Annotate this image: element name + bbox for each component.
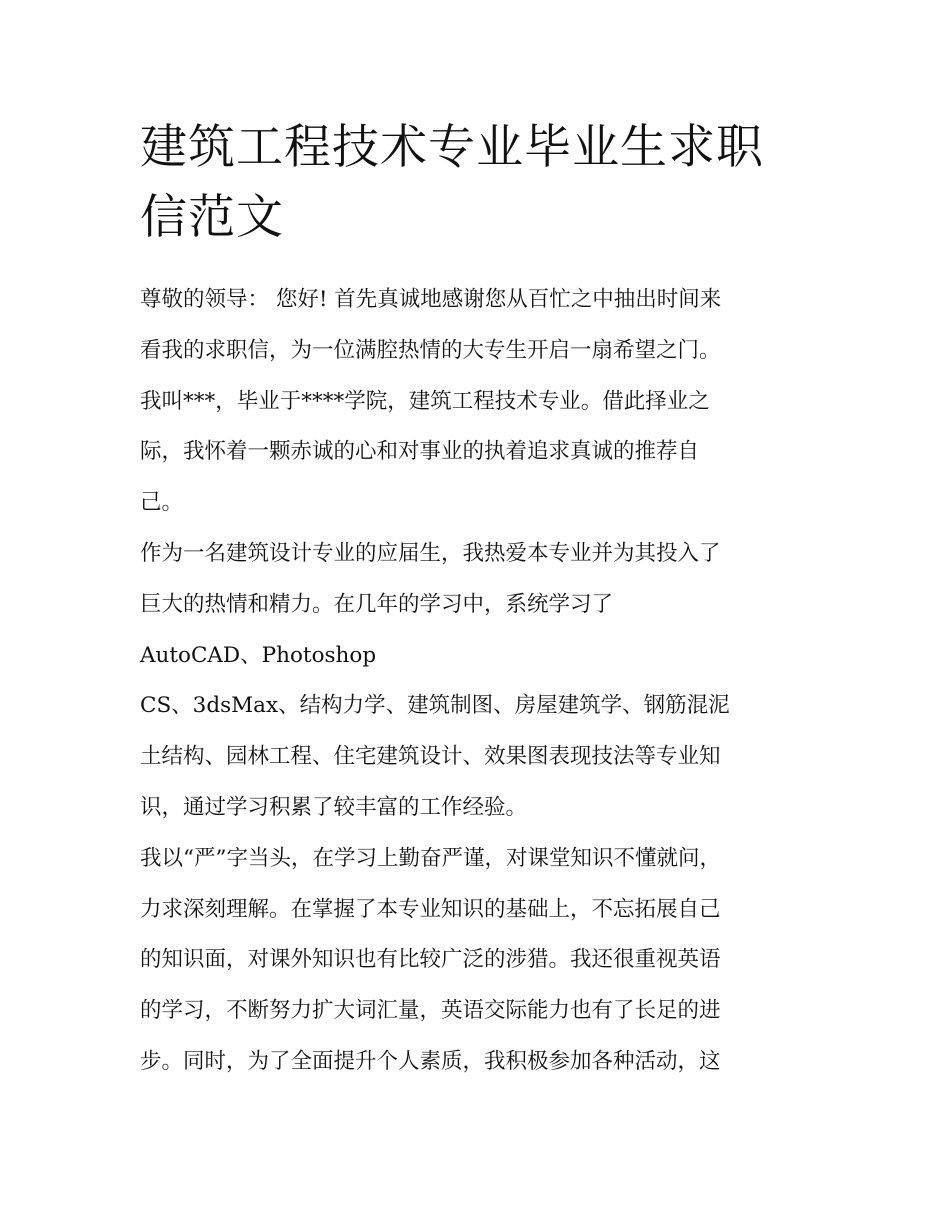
body-line: 作为一名建筑设计专业的应届生，我热爱本专业并为其投入了: [140, 540, 721, 566]
body-line: 己。: [140, 490, 184, 516]
body-line: 我以“严”字当头，在学习上勤奋严谨，对课堂知识不懂就问，: [140, 845, 721, 871]
body-line: 际，我怀着一颗赤诚的心和对事业的执着追求真诚的推荐自: [140, 439, 700, 465]
body-line: 尊敬的领导： 您好! 首先真诚地感谢您从百忙之中抽出时间来: [140, 287, 722, 312]
body-line: CS、3dsMax、结构力学、建筑制图、房屋建筑学、钢筋混泥: [140, 693, 730, 719]
body-line: 识，通过学习积累了较丰富的工作经验。: [140, 794, 528, 820]
body-line: 的知识面，对课外知识也有比较广泛的涉猎。我还很重视英语: [140, 947, 721, 973]
letter-body: [140, 280, 820, 1093]
document-title: [140, 113, 820, 253]
body-line: 巨大的热情和精力。在几年的学习中，系统学习了: [140, 591, 614, 617]
body-line: 我叫***，毕业于****学院，建筑工程技术专业。借此择业之: [140, 388, 710, 414]
title-line: 建筑工程技术专业毕业生求职: [140, 120, 764, 175]
body-line: 土结构、园林工程、住宅建筑设计、效果图表现技法等专业知: [140, 744, 721, 770]
body-line: AutoCAD、Photoshop: [140, 642, 377, 668]
title-line: 信范文: [140, 190, 284, 245]
body-line: 的学习，不断努力扩大词汇量，英语交际能力也有了长足的进: [140, 998, 721, 1024]
body-line: 看我的求职信，为一位满腔热情的大专生开启一扇希望之门。: [140, 337, 721, 363]
body-line: 力求深刻理解。在掌握了本专业知识的基础上，不忘拓展自己: [140, 896, 721, 922]
body-line: 步。同时，为了全面提升个人素质，我积极参加各种活动，这: [140, 1048, 721, 1074]
